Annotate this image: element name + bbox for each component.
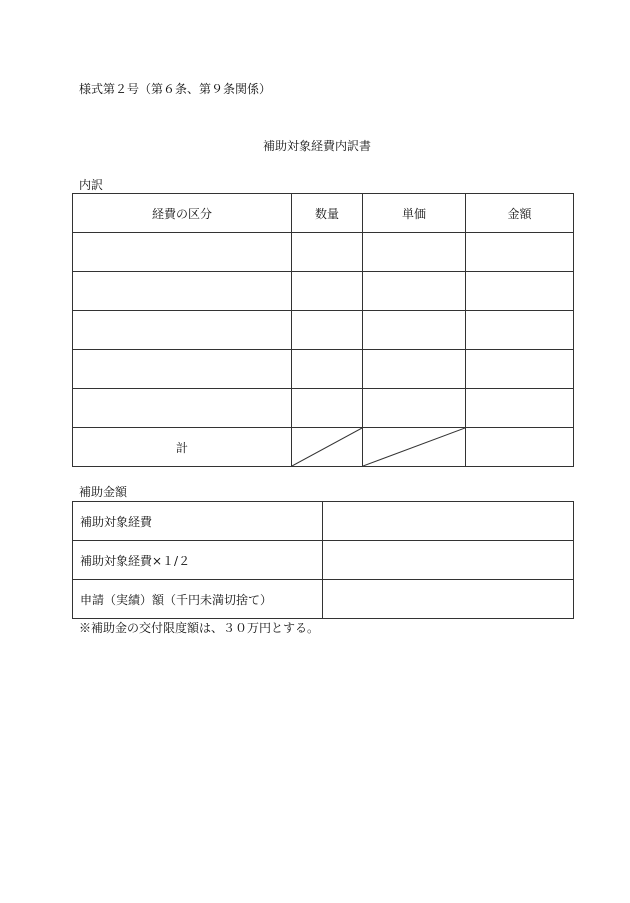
subsidy-half-expense-value[interactable] (323, 541, 574, 580)
subsidy-table (72, 501, 574, 619)
expense-category-cell[interactable] (73, 389, 292, 428)
subsidy-target-expense-label: 補助対象経費 (73, 502, 323, 541)
quantity-cell[interactable] (292, 272, 363, 311)
table-header-row (73, 194, 574, 233)
amount-cell[interactable] (466, 272, 574, 311)
form-number: 様式第２号（第６条、第９条関係） (79, 82, 272, 96)
table-row (73, 233, 574, 272)
quantity-total-crossed-cell (292, 428, 363, 467)
amount-cell[interactable] (466, 350, 574, 389)
unit-price-total-crossed-cell (363, 428, 466, 467)
limit-note: ※補助金の交付限度額は、３０万円とする。 (79, 621, 320, 635)
amount-total-cell[interactable] (466, 428, 574, 467)
expense-category-cell[interactable] (73, 272, 292, 311)
header-quantity: 数量 (292, 194, 363, 233)
breakdown-table (72, 193, 574, 467)
expense-category-cell[interactable] (73, 233, 292, 272)
quantity-cell[interactable] (292, 350, 363, 389)
expense-category-cell[interactable] (73, 350, 292, 389)
amount-cell[interactable] (466, 311, 574, 350)
subsidy-row (73, 580, 574, 619)
total-row (73, 428, 574, 467)
header-expense-category: 経費の区分 (73, 194, 292, 233)
diagonal-line (292, 428, 362, 466)
table-row (73, 311, 574, 350)
table-row (73, 350, 574, 389)
application-amount-value[interactable] (323, 580, 574, 619)
subsidy-row (73, 541, 574, 580)
table-row (73, 389, 574, 428)
diagonal-line (363, 428, 465, 466)
breakdown-section-label: 内訳 (79, 178, 104, 192)
amount-cell[interactable] (466, 233, 574, 272)
subsidy-section-label: 補助金額 (79, 485, 128, 499)
subsidy-row (73, 502, 574, 541)
quantity-cell[interactable] (292, 389, 363, 428)
total-label: 計 (73, 428, 292, 467)
subsidy-half-expense-label: 補助対象経費×１/２ (73, 541, 323, 580)
table-row (73, 272, 574, 311)
unit-price-cell[interactable] (363, 350, 466, 389)
application-amount-label: 申請（実績）額（千円未満切捨て） (73, 580, 323, 619)
expense-category-cell[interactable] (73, 311, 292, 350)
unit-price-cell[interactable] (363, 233, 466, 272)
subsidy-target-expense-value[interactable] (323, 502, 574, 541)
unit-price-cell[interactable] (363, 311, 466, 350)
page-title: 補助対象経費内訳書 (263, 139, 372, 153)
header-amount: 金額 (466, 194, 574, 233)
amount-cell[interactable] (466, 389, 574, 428)
unit-price-cell[interactable] (363, 272, 466, 311)
quantity-cell[interactable] (292, 233, 363, 272)
unit-price-cell[interactable] (363, 389, 466, 428)
header-unit-price: 単価 (363, 194, 466, 233)
quantity-cell[interactable] (292, 311, 363, 350)
